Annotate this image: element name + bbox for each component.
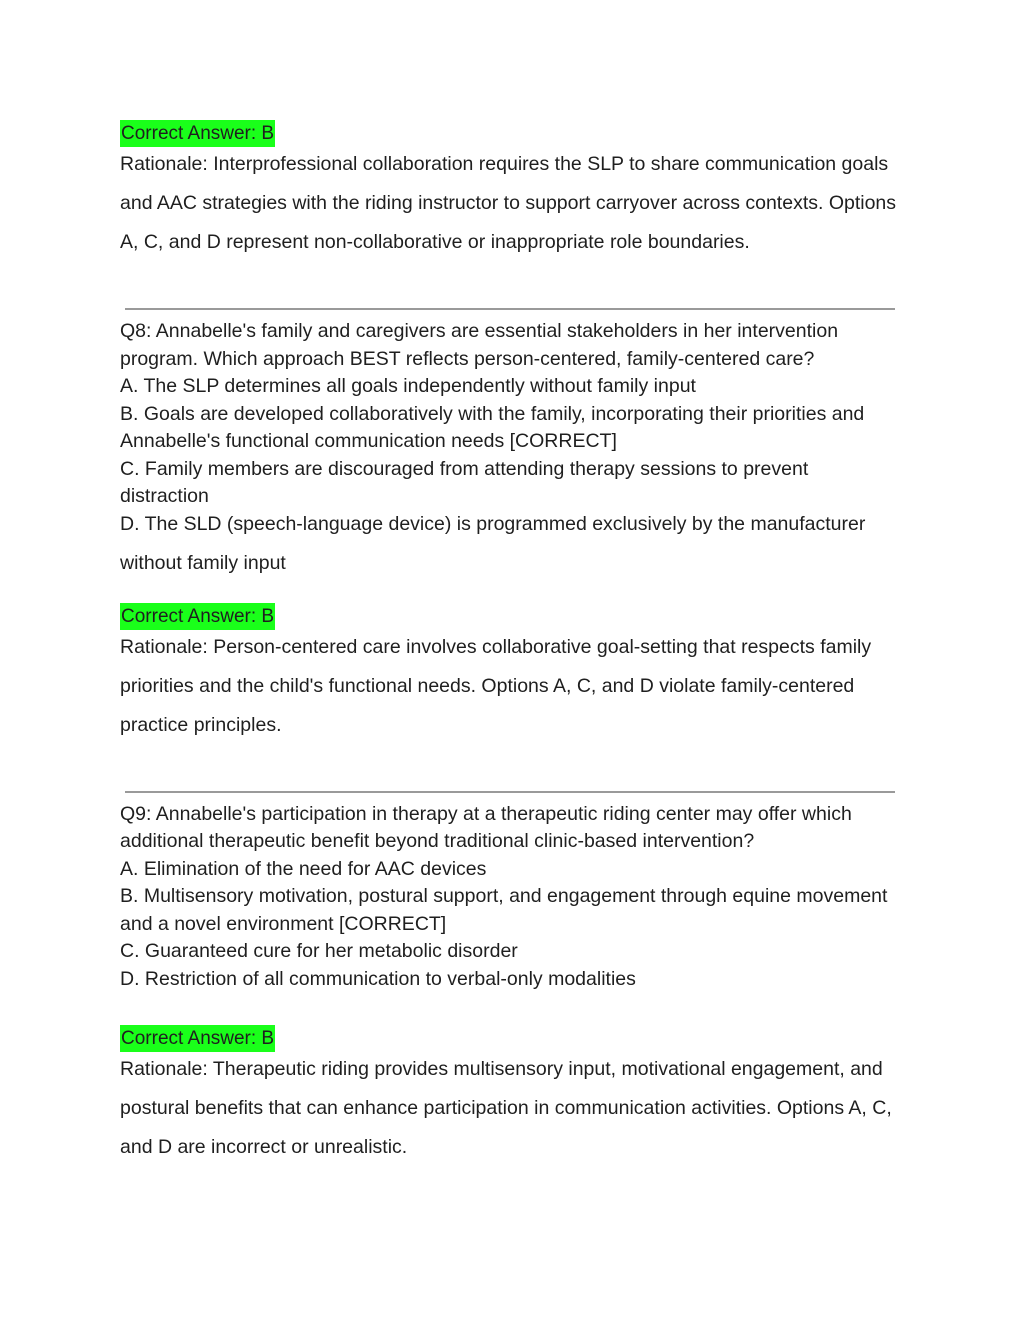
option-a: A. Elimination of the need for AAC devices [120, 857, 487, 880]
rationale-text: Rationale: Person-centered care involves collaborative goal-setting that respects family priorities and the child's functional needs. Options A, C, and D violate family-centered practice principles. [120, 635, 872, 736]
correct-answer-highlight: Correct Answer: B [120, 120, 275, 147]
correct-answer-highlight: Correct Answer: B [120, 1025, 275, 1052]
option-c: C. Family members are discouraged from attending therapy sessions to prevent distraction [120, 457, 809, 507]
option-d: D. The SLD (speech-language device) is programmed exclusively by the manufacturer without family input [120, 512, 866, 574]
question-q9: Q9: Annabelle's participation in therapy at a therapeutic riding center may offer which additional therapeutic benefit beyond traditional clinic-based intervention? [120, 802, 852, 852]
rationale-text: Rationale: Therapeutic riding provides multisensory input, motivational engagement, and postural benefits that can enhance participation in communication activities. Options A, C, and D are incorrect or unrealistic. [120, 1058, 892, 1158]
question-q8: Q8: Annabelle's family and caregivers are essential stakeholders in her intervention program. Which approach BEST reflects person-centered, family-centered care? [120, 320, 839, 370]
document-page [120, 118, 900, 1167]
correct-answer-highlight: Correct Answer: B [120, 603, 275, 630]
option-d: D. Restriction of all communication to verbal-only modalities [120, 967, 636, 990]
rationale-text: Rationale: Interprofessional collaboration requires the SLP to share communication goals and AAC strategies with the riding instructor to support carryover across contexts. Options A, C, and D represent non-collaborative or inappropriate role boundaries. [120, 153, 897, 253]
option-c: C. Guaranteed cure for her metabolic disorder [120, 940, 518, 962]
option-b: B. Goals are developed collaboratively with the family, incorporating their priorities and Annabelle's functional communication needs [CORRECT] [120, 402, 865, 452]
option-a: A. The SLP determines all goals independently without family input [120, 375, 696, 397]
option-b: B. Multisensory motivation, postural support, and engagement through equine movement and a novel environment [CORRECT] [120, 885, 888, 935]
